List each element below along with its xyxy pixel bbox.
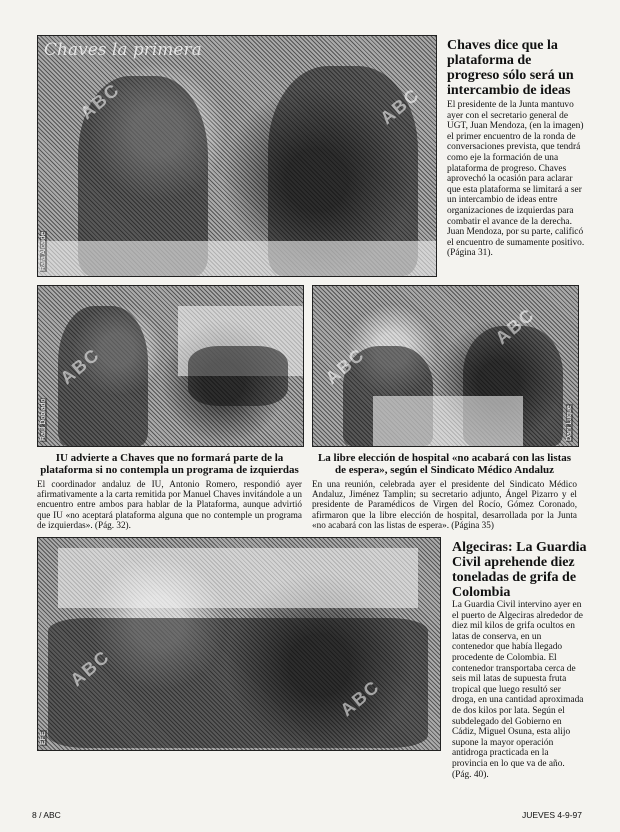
photo-iu bbox=[37, 285, 304, 447]
photo-algeciras bbox=[37, 537, 441, 751]
watermark: ABC bbox=[376, 83, 424, 129]
photo-credit: Dani Luque bbox=[566, 405, 573, 441]
watermark: ABC bbox=[76, 78, 124, 124]
headline-algeciras: Algeciras: La Guardia Civil aprehende diez toneladas de grifa de Colombia bbox=[452, 540, 587, 600]
watermark: ABC bbox=[336, 675, 384, 721]
photo-hospital bbox=[312, 285, 579, 447]
body-chaves: El presidente de la Junta mantuvo ayer con el secretario general de UGT, Juan Mendoza, (en la imagen) el primer encuentro de la ronda de conversaciones prevista, que tendrá como eje la formación de una plataforma de progreso. Chaves aprovechó la ocasión para aclarar que esta plataforma se limitará a ser un intercambio de ideas entre organizaciones de izquierdas para combatir el avance de la derecha. Juan Mendoza, por su parte, calificó el encuentro de sumamente positivo. (Página 31). bbox=[447, 100, 585, 259]
body-algeciras: La Guardia Civil intervino ayer en el puerto de Algeciras alrededor de diez mil kilos de grifa ocultos en latas de conserva, en un contenedor que había llegado procedente de Colombia. El contenedor transportaba cerca de seis mil latas de supuesta fruta tropical que luego resultó ser droga, en una cantidad aproximada de dos kilos por lata. Según el subdelegado del Gobierno en Cádiz, Miguel Osuna, esta alijo supone la mayor operación antidroga practicada en la provincia en lo que va de año. (Pág. 40). bbox=[452, 600, 584, 780]
photo-credit: EFE bbox=[40, 731, 47, 745]
headline-iu: IU advierte a Chaves que no formará parte de la plataforma si no contempla un programa de izquierdas bbox=[40, 452, 299, 476]
watermark: ABC bbox=[321, 343, 369, 389]
photo-credit: Rafa Alcaide bbox=[40, 231, 47, 271]
photo-scribble: Chaves la primera bbox=[44, 40, 202, 60]
footer-page: 8 / ABC bbox=[32, 810, 61, 820]
headline-hospital: La libre elección de hospital «no acabará con las listas de espera», según el Sindicato Médico Andaluz bbox=[317, 452, 572, 476]
headline-chaves: Chaves dice que la plataforma de progreso sólo será un intercambio de ideas bbox=[447, 38, 574, 98]
body-iu: El coordinador andaluz de IU, Antonio Romero, respondió ayer afirmativamente a la carta remitida por Manuel Chaves invitándole a un encuentro entre ambos para hablar de la Plataforma, aunque advirtió que IU «no aceptará plataforma alguna que no contemple un programa de izquierdas». (Pág. 32). bbox=[37, 479, 302, 530]
footer-date: JUEVES 4-9-97 bbox=[522, 810, 582, 820]
watermark: ABC bbox=[56, 343, 104, 389]
body-hospital: En una reunión, celebrada ayer el presidente del Sindicato Médico Andaluz, Jiménez Tamplin; su secretario adjunto, Ángel Pizarro y el presidente de Paramédicos de Virgen del Rocío, Gómez Coronado, afirmaron que la libre elección de hospital, desarrollada por la Junta «no acabará con las listas de espera». (Página 35) bbox=[312, 479, 577, 530]
photo-credit: Raúl Doblado bbox=[40, 398, 47, 441]
watermark: ABC bbox=[66, 645, 114, 691]
photo-chaves-mendoza bbox=[37, 35, 437, 277]
watermark: ABC bbox=[491, 303, 539, 349]
